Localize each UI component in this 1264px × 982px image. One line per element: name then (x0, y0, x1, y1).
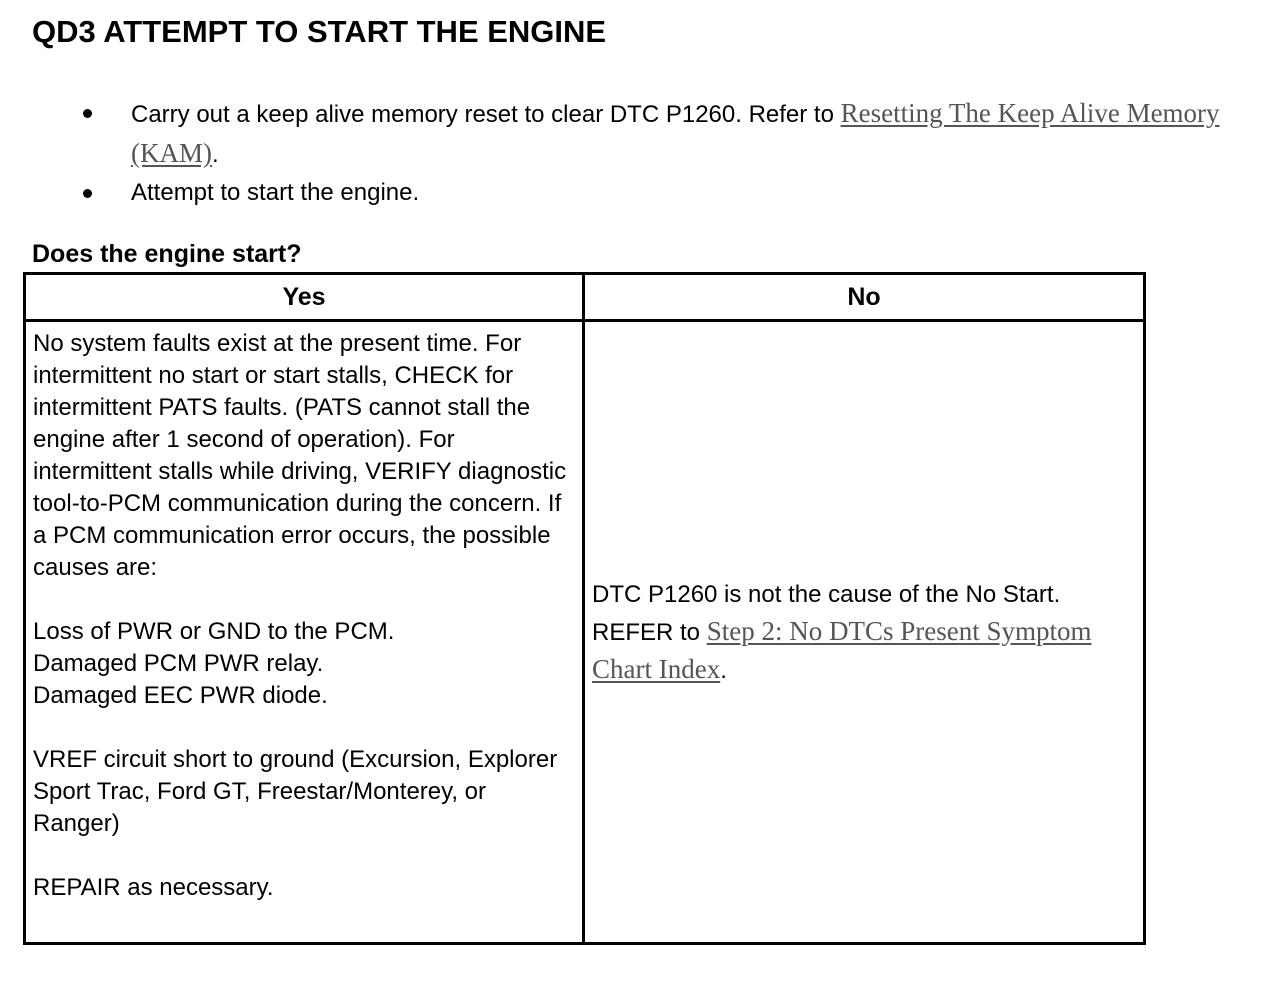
repair-note: REPAIR as necessary. (33, 874, 274, 901)
cause-item: Damaged PCM PWR relay. (33, 650, 324, 677)
table-row (25, 321, 1145, 944)
no-description: DTC P1260 is not the cause of the No Start. (592, 580, 1061, 608)
page-title: QD3 ATTEMPT TO START THE ENGINE (32, 14, 607, 49)
step-text: Carry out a keep alive memory reset to clear DTC P1260. Refer to (131, 101, 841, 128)
step-text: Attempt to start the engine. (131, 179, 420, 206)
bullet-icon (83, 109, 92, 118)
step-suffix: . (212, 141, 219, 168)
answer-table (23, 272, 1146, 945)
possible-causes (33, 616, 576, 712)
step-item (80, 94, 1230, 174)
yes-cell (25, 321, 584, 944)
no-refer-line (592, 613, 1137, 689)
bullet-icon (83, 189, 92, 198)
refer-suffix: . (720, 656, 727, 684)
kam-reset-link[interactable]: Resetting The Keep Alive Memory (KAM) (131, 98, 1220, 168)
step-item (80, 174, 1230, 212)
no-header: No (584, 274, 1145, 321)
refer-text: REFER to (592, 618, 707, 646)
yes-header: Yes (25, 274, 584, 321)
no-cell (584, 321, 1145, 944)
step-list (80, 94, 1230, 212)
question-heading: Does the engine start? (32, 240, 302, 268)
cause-item: Damaged EEC PWR diode. (33, 682, 328, 709)
yes-description: No system faults exist at the present time. For intermittent no start or start stalls, CHECK for intermittent PATS faults. (PATS cannot stall the engine after 1 second of operation). For intermittent stalls while driving, VERIFY diagnostic tool-to-PCM communication during the concern. If a PCM communication error occurs, the possible causes are: (33, 330, 567, 581)
symptom-chart-link[interactable]: Step 2: No DTCs Present Symptom Chart Index (592, 615, 1092, 684)
table-header-row (25, 274, 1145, 321)
cause-item: Loss of PWR or GND to the PCM. (33, 618, 395, 645)
vref-note: VREF circuit short to ground (Excursion, Explorer Sport Trac, Ford GT, Freestar/Monterey, or Ranger) (33, 746, 558, 837)
